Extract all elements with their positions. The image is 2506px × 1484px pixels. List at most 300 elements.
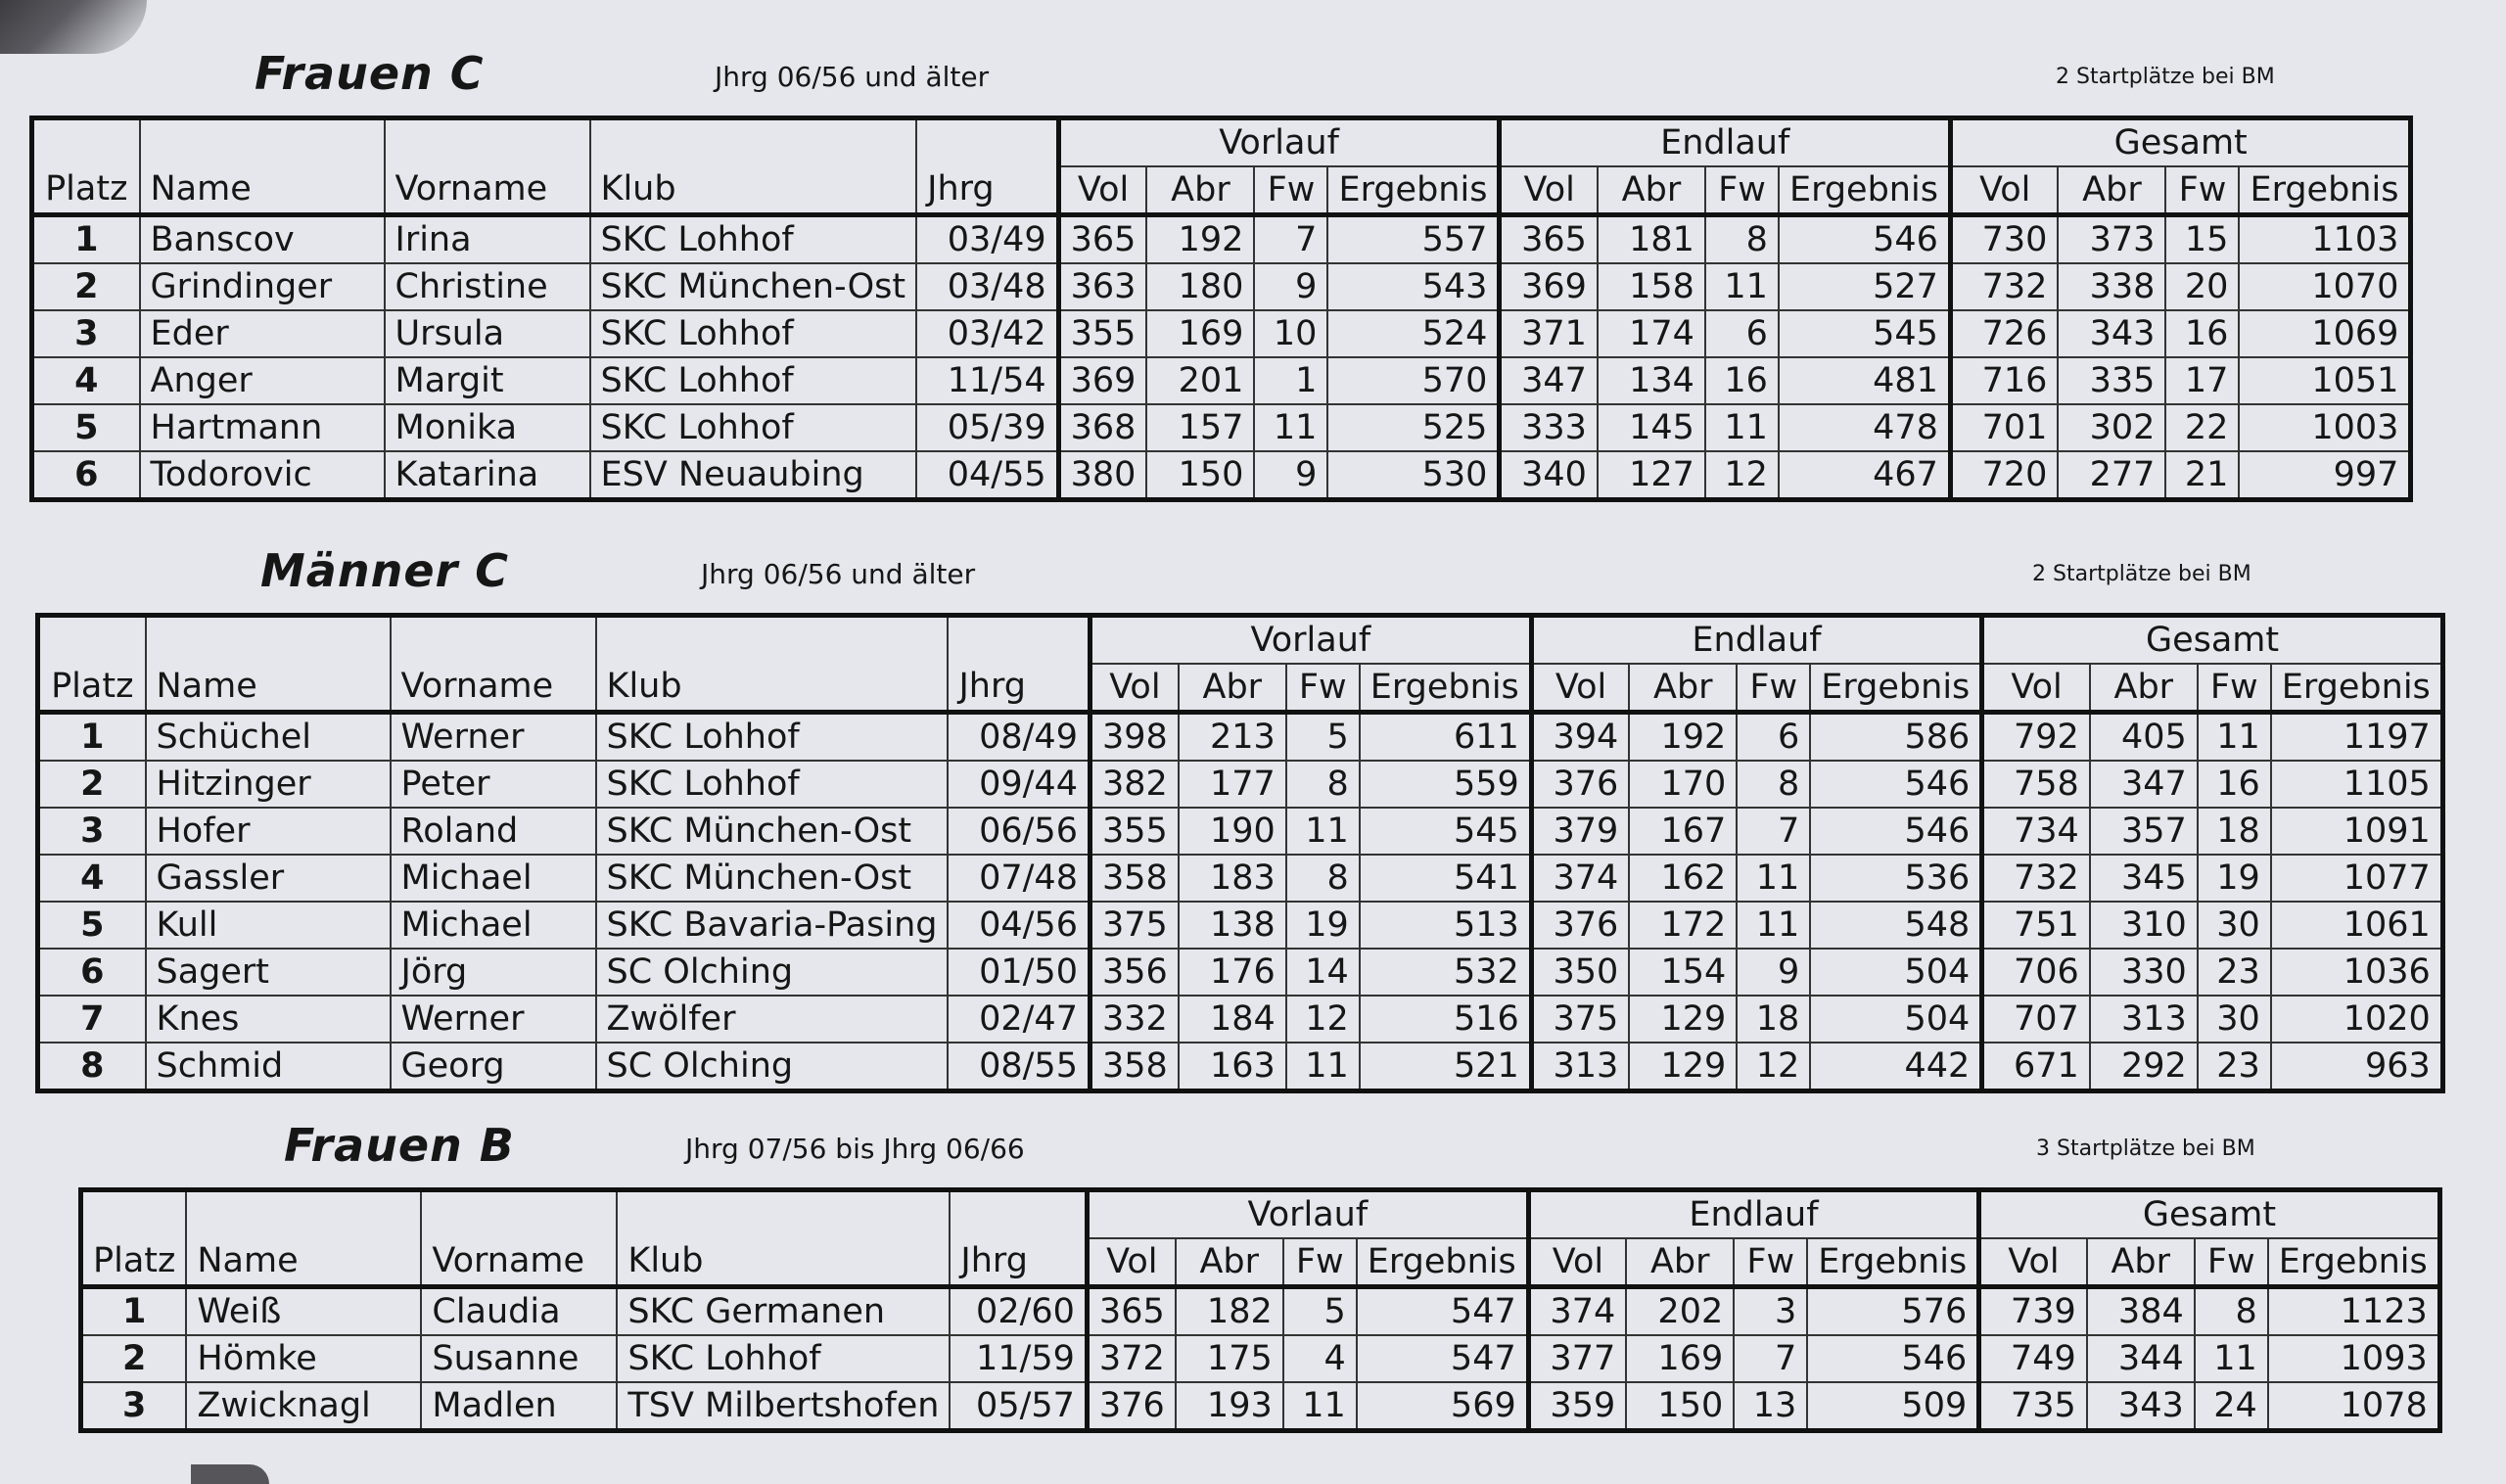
cell-jhrg: 07/48 <box>948 855 1090 902</box>
cell-vorlauf-abr: 184 <box>1179 996 1286 1043</box>
cell-endlauf-vol: 376 <box>1531 902 1629 949</box>
cell-endlauf-abr: 150 <box>1626 1382 1734 1431</box>
cell-endlauf-abr: 162 <box>1629 855 1737 902</box>
cell-endlauf-abr: 174 <box>1598 310 1705 357</box>
cell-vorlauf-fw: 9 <box>1254 263 1327 310</box>
cell-name: Banscov <box>140 215 385 264</box>
column-header-endlauf-fw: Fw <box>1705 166 1779 215</box>
cell-endlauf-fw: 11 <box>1737 902 1810 949</box>
column-header-name: Name <box>140 118 385 215</box>
cell-vorname: Claudia <box>421 1287 617 1336</box>
cell-gesamt-fw: 20 <box>2165 263 2239 310</box>
cell-gesamt-ergebnis: 997 <box>2239 451 2411 500</box>
cell-endlauf-ergebnis: 546 <box>1807 1335 1979 1382</box>
cell-vorlauf-vol: 356 <box>1090 949 1178 996</box>
cell-endlauf-vol: 374 <box>1528 1287 1626 1336</box>
group-header-gesamt: Gesamt <box>1979 1190 2440 1239</box>
cell-endlauf-ergebnis: 509 <box>1807 1382 1979 1431</box>
column-header-endlauf-vol: Vol <box>1531 664 1629 713</box>
column-header-endlauf-ergebnis: Ergebnis <box>1779 166 1951 215</box>
cell-vorlauf-vol: 358 <box>1090 1043 1178 1091</box>
cell-platz: 6 <box>38 949 146 996</box>
column-header-endlauf-abr: Abr <box>1629 664 1737 713</box>
cell-jhrg: 02/60 <box>950 1287 1087 1336</box>
cell-gesamt-abr: 292 <box>2090 1043 2198 1091</box>
column-header-gesamt-fw: Fw <box>2165 166 2239 215</box>
group-header-vorlauf: Vorlauf <box>1090 616 1531 665</box>
cell-vorlauf-vol: 368 <box>1058 404 1146 451</box>
column-header-endlauf-fw: Fw <box>1737 664 1810 713</box>
cell-vorlauf-fw: 11 <box>1286 808 1360 855</box>
column-header-gesamt-fw: Fw <box>2195 1238 2268 1287</box>
cell-platz: 4 <box>38 855 146 902</box>
cell-endlauf-ergebnis: 546 <box>1779 215 1951 264</box>
cell-endlauf-ergebnis: 527 <box>1779 263 1951 310</box>
cell-gesamt-ergebnis: 1077 <box>2271 855 2443 902</box>
cell-name: Schmid <box>146 1043 391 1091</box>
cell-name: Schüchel <box>146 713 391 762</box>
cell-vorlauf-vol: 332 <box>1090 996 1178 1043</box>
cell-gesamt-vol: 792 <box>1982 713 2090 762</box>
cell-vorlauf-ergebnis: 532 <box>1360 949 1532 996</box>
cell-vorlauf-fw: 19 <box>1286 902 1360 949</box>
group-header-gesamt: Gesamt <box>1982 616 2443 665</box>
section-title: Frauen B <box>284 1119 515 1172</box>
cell-gesamt-vol: 732 <box>1982 855 2090 902</box>
table-row <box>38 855 2443 902</box>
cell-name: Weiß <box>186 1287 421 1336</box>
cell-endlauf-abr: 145 <box>1598 404 1705 451</box>
cell-vorlauf-abr: 183 <box>1179 855 1286 902</box>
cell-endlauf-abr: 172 <box>1629 902 1737 949</box>
cell-gesamt-fw: 15 <box>2165 215 2239 264</box>
cell-gesamt-vol: 720 <box>1950 451 2058 500</box>
cell-vorname: Ursula <box>385 310 590 357</box>
cell-gesamt-abr: 347 <box>2090 761 2198 808</box>
cell-klub: SKC Lohhof <box>590 310 917 357</box>
section-subtitle: Jhrg 07/56 bis Jhrg 06/66 <box>685 1133 1025 1165</box>
cell-gesamt-ergebnis: 1105 <box>2271 761 2443 808</box>
table-row <box>32 451 2411 500</box>
cell-platz: 1 <box>81 1287 187 1336</box>
table-row <box>32 404 2411 451</box>
table-row <box>81 1382 2440 1431</box>
cell-vorlauf-fw: 12 <box>1286 996 1360 1043</box>
cell-name: Gassler <box>146 855 391 902</box>
column-header-vorname: Vorname <box>385 118 590 215</box>
table-row <box>38 949 2443 996</box>
cell-gesamt-abr: 343 <box>2087 1382 2195 1431</box>
cell-name: Zwicknagl <box>186 1382 421 1431</box>
table-row <box>38 1043 2443 1091</box>
section-subtitle: Jhrg 06/56 und älter <box>701 558 976 590</box>
cell-platz: 1 <box>38 713 146 762</box>
cell-klub: SKC Bavaria-Pasing <box>596 902 949 949</box>
cell-endlauf-fw: 18 <box>1737 996 1810 1043</box>
cell-endlauf-fw: 6 <box>1737 713 1810 762</box>
column-header-vorlauf-abr: Abr <box>1146 166 1254 215</box>
cell-jhrg: 08/49 <box>948 713 1090 762</box>
cell-name: Todorovic <box>140 451 385 500</box>
cell-platz: 3 <box>81 1382 187 1431</box>
cell-platz: 3 <box>38 808 146 855</box>
cell-endlauf-fw: 11 <box>1737 855 1810 902</box>
cell-vorname: Madlen <box>421 1382 617 1431</box>
cell-endlauf-ergebnis: 546 <box>1810 761 1982 808</box>
cell-gesamt-ergebnis: 1061 <box>2271 902 2443 949</box>
cell-vorlauf-abr: 150 <box>1146 451 1254 500</box>
cell-vorlauf-fw: 8 <box>1286 761 1360 808</box>
cell-gesamt-abr: 345 <box>2090 855 2198 902</box>
cell-vorname: Michael <box>391 902 596 949</box>
cell-endlauf-vol: 340 <box>1500 451 1598 500</box>
table-row <box>32 357 2411 404</box>
cell-gesamt-abr: 357 <box>2090 808 2198 855</box>
column-header-gesamt-fw: Fw <box>2198 664 2271 713</box>
table-row <box>32 310 2411 357</box>
cell-endlauf-abr: 154 <box>1629 949 1737 996</box>
cell-vorlauf-fw: 8 <box>1286 855 1360 902</box>
cell-gesamt-ergebnis: 1069 <box>2239 310 2411 357</box>
column-header-platz: Platz <box>81 1190 187 1287</box>
cell-vorlauf-ergebnis: 557 <box>1327 215 1500 264</box>
cell-vorlauf-abr: 175 <box>1176 1335 1283 1382</box>
cell-vorlauf-vol: 365 <box>1087 1287 1175 1336</box>
cell-gesamt-ergebnis: 1003 <box>2239 404 2411 451</box>
cell-vorlauf-fw: 11 <box>1286 1043 1360 1091</box>
cell-klub: SKC Lohhof <box>590 404 917 451</box>
cell-endlauf-fw: 8 <box>1705 215 1779 264</box>
cell-endlauf-ergebnis: 536 <box>1810 855 1982 902</box>
group-header-gesamt: Gesamt <box>1950 118 2411 167</box>
cell-gesamt-ergebnis: 1020 <box>2271 996 2443 1043</box>
cell-endlauf-fw: 7 <box>1737 808 1810 855</box>
cell-jhrg: 02/47 <box>948 996 1090 1043</box>
cell-vorlauf-fw: 9 <box>1254 451 1327 500</box>
cell-jhrg: 11/54 <box>916 357 1058 404</box>
column-header-vorlauf-fw: Fw <box>1286 664 1360 713</box>
cell-vorlauf-vol: 355 <box>1058 310 1146 357</box>
cell-vorlauf-vol: 372 <box>1087 1335 1175 1382</box>
results-section <box>78 1119 2442 1433</box>
cell-endlauf-ergebnis: 467 <box>1779 451 1951 500</box>
cell-gesamt-fw: 8 <box>2195 1287 2268 1336</box>
cell-vorlauf-fw: 14 <box>1286 949 1360 996</box>
cell-gesamt-abr: 344 <box>2087 1335 2195 1382</box>
cell-gesamt-vol: 707 <box>1982 996 2090 1043</box>
cell-jhrg: 09/44 <box>948 761 1090 808</box>
column-header-vorname: Vorname <box>421 1190 617 1287</box>
column-header-klub: Klub <box>617 1190 950 1287</box>
cell-vorname: Katarina <box>385 451 590 500</box>
cell-name: Hömke <box>186 1335 421 1382</box>
cell-endlauf-abr: 170 <box>1629 761 1737 808</box>
cell-endlauf-vol: 371 <box>1500 310 1598 357</box>
column-header-gesamt-abr: Abr <box>2087 1238 2195 1287</box>
cell-gesamt-fw: 22 <box>2165 404 2239 451</box>
cell-vorlauf-ergebnis: 521 <box>1360 1043 1532 1091</box>
cell-gesamt-abr: 310 <box>2090 902 2198 949</box>
cell-platz: 4 <box>32 357 140 404</box>
cell-endlauf-abr: 134 <box>1598 357 1705 404</box>
group-header-vorlauf: Vorlauf <box>1087 1190 1528 1239</box>
cell-vorname: Michael <box>391 855 596 902</box>
section-header <box>78 1119 2442 1187</box>
cell-gesamt-vol: 758 <box>1982 761 2090 808</box>
results-section <box>35 544 2445 1093</box>
cell-vorlauf-vol: 376 <box>1087 1382 1175 1431</box>
cell-endlauf-abr: 167 <box>1629 808 1737 855</box>
cell-gesamt-fw: 23 <box>2198 1043 2271 1091</box>
group-header-vorlauf: Vorlauf <box>1058 118 1500 167</box>
cell-vorlauf-abr: 177 <box>1179 761 1286 808</box>
results-table <box>78 1187 2442 1433</box>
cell-name: Hartmann <box>140 404 385 451</box>
cell-endlauf-ergebnis: 442 <box>1810 1043 1982 1091</box>
cell-endlauf-fw: 6 <box>1705 310 1779 357</box>
header-group-row <box>32 118 2411 167</box>
cell-vorlauf-fw: 1 <box>1254 357 1327 404</box>
cell-vorlauf-ergebnis: 545 <box>1360 808 1532 855</box>
cell-vorlauf-abr: 169 <box>1146 310 1254 357</box>
column-header-vorlauf-ergebnis: Ergebnis <box>1327 166 1500 215</box>
cell-endlauf-vol: 359 <box>1528 1382 1626 1431</box>
column-header-vorlauf-vol: Vol <box>1087 1238 1175 1287</box>
column-header-endlauf-vol: Vol <box>1528 1238 1626 1287</box>
cell-jhrg: 03/42 <box>916 310 1058 357</box>
cell-vorlauf-ergebnis: 513 <box>1360 902 1532 949</box>
cell-endlauf-fw: 11 <box>1705 404 1779 451</box>
cell-klub: SKC Lohhof <box>596 761 949 808</box>
cell-platz: 5 <box>32 404 140 451</box>
cell-endlauf-ergebnis: 546 <box>1810 808 1982 855</box>
cell-gesamt-ergebnis: 1078 <box>2268 1382 2440 1431</box>
cell-vorname: Peter <box>391 761 596 808</box>
column-header-name: Name <box>186 1190 421 1287</box>
cell-platz: 3 <box>32 310 140 357</box>
cell-jhrg: 05/57 <box>950 1382 1087 1431</box>
cell-vorlauf-ergebnis: 547 <box>1357 1287 1529 1336</box>
cell-name: Anger <box>140 357 385 404</box>
cell-jhrg: 04/56 <box>948 902 1090 949</box>
cell-vorlauf-vol: 363 <box>1058 263 1146 310</box>
cell-vorlauf-ergebnis: 525 <box>1327 404 1500 451</box>
table-row <box>32 263 2411 310</box>
cell-endlauf-fw: 8 <box>1737 761 1810 808</box>
cell-gesamt-vol: 732 <box>1950 263 2058 310</box>
cell-gesamt-fw: 18 <box>2198 808 2271 855</box>
cell-endlauf-fw: 3 <box>1734 1287 1807 1336</box>
column-header-endlauf-abr: Abr <box>1598 166 1705 215</box>
column-header-vorlauf-abr: Abr <box>1179 664 1286 713</box>
results-section <box>29 47 2413 502</box>
cell-vorname: Georg <box>391 1043 596 1091</box>
cell-vorlauf-fw: 4 <box>1283 1335 1357 1382</box>
cell-vorlauf-abr: 176 <box>1179 949 1286 996</box>
column-header-gesamt-vol: Vol <box>1982 664 2090 713</box>
cell-jhrg: 05/39 <box>916 404 1058 451</box>
cell-endlauf-fw: 7 <box>1734 1335 1807 1382</box>
cell-gesamt-ergebnis: 1103 <box>2239 215 2411 264</box>
cell-jhrg: 04/55 <box>916 451 1058 500</box>
table-row <box>81 1287 2440 1336</box>
start-slots-note: 2 Startplätze bei BM <box>2056 65 2275 89</box>
cell-vorlauf-abr: 157 <box>1146 404 1254 451</box>
cell-gesamt-fw: 17 <box>2165 357 2239 404</box>
cell-vorlauf-ergebnis: 611 <box>1360 713 1532 762</box>
cell-endlauf-abr: 158 <box>1598 263 1705 310</box>
cell-vorlauf-vol: 358 <box>1090 855 1178 902</box>
cell-endlauf-vol: 313 <box>1531 1043 1629 1091</box>
cell-endlauf-ergebnis: 481 <box>1779 357 1951 404</box>
cell-klub: SKC München-Ost <box>596 855 949 902</box>
cell-gesamt-abr: 405 <box>2090 713 2198 762</box>
cell-jhrg: 08/55 <box>948 1043 1090 1091</box>
cell-endlauf-vol: 365 <box>1500 215 1598 264</box>
cell-vorlauf-ergebnis: 570 <box>1327 357 1500 404</box>
cell-gesamt-vol: 735 <box>1979 1382 2087 1431</box>
column-header-jhrg: Jhrg <box>948 616 1090 713</box>
cell-gesamt-abr: 335 <box>2058 357 2165 404</box>
cell-endlauf-vol: 375 <box>1531 996 1629 1043</box>
cell-vorname: Christine <box>385 263 590 310</box>
cell-endlauf-vol: 369 <box>1500 263 1598 310</box>
cell-gesamt-abr: 330 <box>2090 949 2198 996</box>
column-header-gesamt-vol: Vol <box>1979 1238 2087 1287</box>
cell-vorlauf-vol: 382 <box>1090 761 1178 808</box>
cell-endlauf-ergebnis: 504 <box>1810 996 1982 1043</box>
cell-vorlauf-ergebnis: 524 <box>1327 310 1500 357</box>
cell-gesamt-ergebnis: 1093 <box>2268 1335 2440 1382</box>
table-row <box>32 215 2411 264</box>
cell-gesamt-ergebnis: 1123 <box>2268 1287 2440 1336</box>
column-header-vorlauf-fw: Fw <box>1283 1238 1357 1287</box>
cell-endlauf-abr: 129 <box>1629 1043 1737 1091</box>
group-header-endlauf: Endlauf <box>1528 1190 1979 1239</box>
cell-endlauf-vol: 374 <box>1531 855 1629 902</box>
cell-vorlauf-vol: 380 <box>1058 451 1146 500</box>
cell-vorname: Jörg <box>391 949 596 996</box>
section-header <box>29 47 2413 116</box>
cell-endlauf-abr: 129 <box>1629 996 1737 1043</box>
cell-vorlauf-ergebnis: 516 <box>1360 996 1532 1043</box>
cell-klub: ESV Neuaubing <box>590 451 917 500</box>
cell-gesamt-vol: 671 <box>1982 1043 2090 1091</box>
cell-vorlauf-abr: 192 <box>1146 215 1254 264</box>
cell-gesamt-fw: 24 <box>2195 1382 2268 1431</box>
column-header-vorname: Vorname <box>391 616 596 713</box>
cell-vorlauf-abr: 182 <box>1176 1287 1283 1336</box>
cell-gesamt-fw: 30 <box>2198 996 2271 1043</box>
cell-vorlauf-vol: 355 <box>1090 808 1178 855</box>
cell-name: Sagert <box>146 949 391 996</box>
cell-gesamt-ergebnis: 963 <box>2271 1043 2443 1091</box>
cell-gesamt-fw: 30 <box>2198 902 2271 949</box>
table-row <box>38 761 2443 808</box>
cell-gesamt-vol: 706 <box>1982 949 2090 996</box>
cell-endlauf-fw: 13 <box>1734 1382 1807 1431</box>
cell-vorlauf-ergebnis: 547 <box>1357 1335 1529 1382</box>
cell-gesamt-fw: 11 <box>2198 713 2271 762</box>
cell-endlauf-fw: 11 <box>1705 263 1779 310</box>
header-group-row <box>81 1190 2440 1239</box>
cell-vorlauf-ergebnis: 541 <box>1360 855 1532 902</box>
cell-gesamt-vol: 749 <box>1979 1335 2087 1382</box>
cell-vorlauf-fw: 10 <box>1254 310 1327 357</box>
column-header-gesamt-ergebnis: Ergebnis <box>2271 664 2443 713</box>
cell-endlauf-ergebnis: 545 <box>1779 310 1951 357</box>
cell-gesamt-abr: 343 <box>2058 310 2165 357</box>
cell-gesamt-vol: 726 <box>1950 310 2058 357</box>
results-table <box>35 613 2445 1093</box>
cell-endlauf-fw: 12 <box>1705 451 1779 500</box>
section-subtitle: Jhrg 06/56 und älter <box>715 61 990 93</box>
group-header-endlauf: Endlauf <box>1531 616 1982 665</box>
cell-gesamt-ergebnis: 1070 <box>2239 263 2411 310</box>
cell-endlauf-abr: 169 <box>1626 1335 1734 1382</box>
results-table <box>29 116 2413 502</box>
cell-klub: SKC Lohhof <box>596 713 949 762</box>
column-header-vorlauf-ergebnis: Ergebnis <box>1357 1238 1529 1287</box>
cell-endlauf-fw: 12 <box>1737 1043 1810 1091</box>
cell-vorlauf-abr: 213 <box>1179 713 1286 762</box>
cell-vorlauf-ergebnis: 569 <box>1357 1382 1529 1431</box>
section-title: Frauen C <box>255 47 485 100</box>
cell-endlauf-vol: 347 <box>1500 357 1598 404</box>
cell-gesamt-abr: 277 <box>2058 451 2165 500</box>
cell-gesamt-fw: 11 <box>2195 1335 2268 1382</box>
cell-name: Eder <box>140 310 385 357</box>
cell-platz: 8 <box>38 1043 146 1091</box>
cell-endlauf-fw: 16 <box>1705 357 1779 404</box>
cell-gesamt-abr: 313 <box>2090 996 2198 1043</box>
cell-vorname: Roland <box>391 808 596 855</box>
column-header-endlauf-abr: Abr <box>1626 1238 1734 1287</box>
cell-klub: TSV Milbertshofen <box>617 1382 950 1431</box>
cell-gesamt-ergebnis: 1091 <box>2271 808 2443 855</box>
cell-klub: SC Olching <box>596 949 949 996</box>
cell-vorlauf-ergebnis: 530 <box>1327 451 1500 500</box>
cell-vorname: Monika <box>385 404 590 451</box>
cell-vorlauf-ergebnis: 543 <box>1327 263 1500 310</box>
column-header-vorlauf-vol: Vol <box>1090 664 1178 713</box>
cell-klub: SC Olching <box>596 1043 949 1091</box>
column-header-vorlauf-fw: Fw <box>1254 166 1327 215</box>
cell-vorlauf-fw: 5 <box>1286 713 1360 762</box>
cell-vorlauf-fw: 11 <box>1283 1382 1357 1431</box>
cell-name: Hofer <box>146 808 391 855</box>
cell-vorlauf-abr: 138 <box>1179 902 1286 949</box>
corner-shadow <box>0 0 147 54</box>
table-row <box>38 808 2443 855</box>
cell-jhrg: 03/48 <box>916 263 1058 310</box>
cell-name: Grindinger <box>140 263 385 310</box>
cell-vorlauf-fw: 5 <box>1283 1287 1357 1336</box>
cell-platz: 7 <box>38 996 146 1043</box>
cell-platz: 6 <box>32 451 140 500</box>
cell-platz: 2 <box>32 263 140 310</box>
cell-gesamt-abr: 338 <box>2058 263 2165 310</box>
cell-klub: SKC Lohhof <box>617 1335 950 1382</box>
cell-jhrg: 03/49 <box>916 215 1058 264</box>
column-header-endlauf-ergebnis: Ergebnis <box>1807 1238 1979 1287</box>
cell-endlauf-vol: 350 <box>1531 949 1629 996</box>
cell-gesamt-vol: 730 <box>1950 215 2058 264</box>
cell-vorlauf-fw: 11 <box>1254 404 1327 451</box>
cell-name: Knes <box>146 996 391 1043</box>
cell-vorlauf-abr: 201 <box>1146 357 1254 404</box>
cell-endlauf-vol: 376 <box>1531 761 1629 808</box>
